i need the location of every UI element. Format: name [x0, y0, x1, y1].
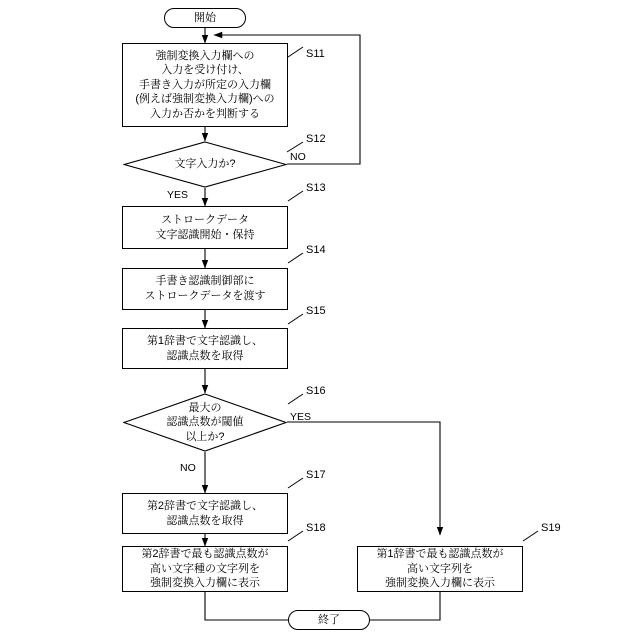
step-label-s18: S18 — [306, 522, 326, 534]
step-label-s12: S12 — [306, 133, 326, 145]
edge-label-s12-yes: YES — [167, 189, 189, 201]
node-s19-label: 第1辞書で最も認識点数が 高い文字列を 強制変換入力欄に表示 — [376, 548, 504, 590]
step-label-s17: S17 — [306, 469, 326, 481]
node-s11 — [122, 43, 288, 127]
node-s19 — [357, 546, 523, 592]
step-label-s14: S14 — [306, 244, 326, 256]
node-s18-label: 第2辞書で最も認識点数が 高い文字種の文字列を 強制変換入力欄に表示 — [141, 548, 269, 590]
node-s18 — [122, 546, 288, 592]
node-s12-label: 文字入力か? — [174, 158, 236, 171]
node-s15-label: 第1辞書で文字認識し、 認識点数を取得 — [146, 334, 264, 362]
step-label-s11: S11 — [306, 48, 325, 60]
step-label-s13: S13 — [306, 182, 326, 194]
edge-label-s12-no: NO — [290, 151, 306, 163]
node-s11-label: 強制変換入力欄への 入力を受け付け、 手書き入力が所定の入力欄 (例えば強制変換入力欄)への 入力か否かを判断する — [135, 49, 275, 120]
step-label-s19: S19 — [541, 522, 561, 534]
node-start — [164, 8, 246, 28]
node-s15 — [122, 328, 288, 369]
node-s17 — [122, 493, 288, 534]
edge-label-s16-no: NO — [180, 462, 196, 474]
node-s13 — [122, 206, 288, 249]
node-s12 — [123, 141, 287, 188]
node-start-label: 開始 — [194, 11, 216, 24]
node-end-label: 終了 — [318, 613, 340, 626]
step-label-s16: S16 — [306, 385, 326, 397]
node-s13-label: ストロークデータ 文字認識開始・保持 — [155, 213, 255, 241]
node-s16 — [123, 393, 287, 452]
node-s14 — [122, 268, 288, 310]
node-s17-label: 第2辞書で文字認識し、 認識点数を取得 — [146, 499, 264, 527]
node-s16-label: 最大の 認識点数が閾値 以上か? — [166, 401, 244, 443]
node-s14-label: 手書き認識制御部に ストロークデータを渡す — [144, 275, 266, 302]
step-label-s15: S15 — [306, 305, 326, 317]
node-end — [288, 610, 370, 630]
edge-label-s16-yes: YES — [290, 411, 312, 423]
